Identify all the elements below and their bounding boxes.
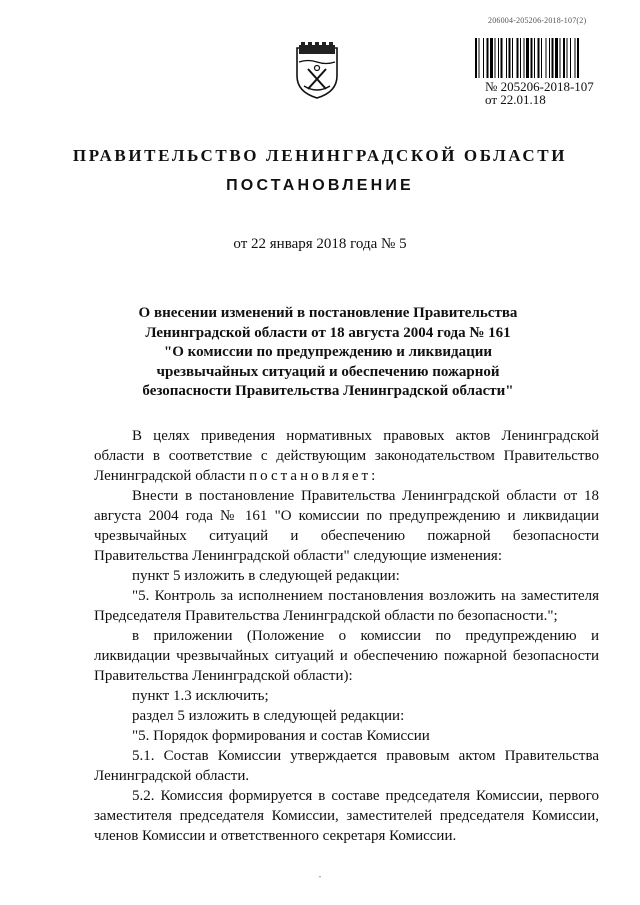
document-type-heading: ПОСТАНОВЛЕНИЕ xyxy=(226,177,414,194)
body-paragraph: Внести в постановление Правительства Ленинградской области от 18 августа 2004 года № 161 "О комиссии по предупреждению и ликвидации чрезвычайных ситуаций и обеспечению пожарной безопасности Правительства Ленинградской области" следующие изменения: xyxy=(94,488,599,564)
preamble-paragraph xyxy=(94,426,599,486)
title-line: чрезвычайных ситуаций и обеспечению пожарной xyxy=(156,363,500,380)
resolves-word: постановляет: xyxy=(249,468,379,484)
preamble-text: В целях приведения нормативных правовых актов Ленинградской области в соответствие с действующим законодательством Правительство Ленинградской области xyxy=(94,428,599,484)
registration-number: № 205206-2018-107 xyxy=(485,79,594,94)
body-paragraph: 5.2. Комиссия формируется в составе председателя Комиссии, первого заместителя председателя Комиссии, заместителей председателя Комиссии, членов Комиссии и ответственного секретаря Комиссии. xyxy=(94,788,599,844)
body-paragraph: "5. Порядок формирования и состав Комиссии xyxy=(132,728,430,744)
body-paragraph: 5.1. Состав Комиссии утверждается правовым актом Правительства Ленинградской области. xyxy=(94,748,599,784)
body-paragraph: раздел 5 изложить в следующей редакции: xyxy=(132,708,405,724)
document-body xyxy=(94,426,599,846)
title-line: безопасности Правительства Ленинградской области" xyxy=(142,383,514,399)
registration-date: от 22.01.18 xyxy=(485,92,546,107)
body-paragraph: пункт 5 изложить в следующей редакции: xyxy=(132,568,400,584)
stamp-top-number: 206004-205206-2018-107(2) xyxy=(488,16,587,25)
body-paragraph: "5. Контроль за исполнением постановления возложить на заместителя Председателя Правительства Ленинградской области по безопасности."; xyxy=(94,588,599,624)
coat-of-arms-emblem xyxy=(294,42,340,100)
title-line: "О комиссии по предупреждению и ликвидации xyxy=(163,344,493,360)
document-title xyxy=(118,304,538,402)
registration-stamp xyxy=(485,80,594,106)
title-line: О внесении изменений в постановление Правительства xyxy=(138,305,518,321)
body-paragraph: в приложении (Положение о комиссии по предупреждению и ликвидации чрезвычайных ситуаций и обеспечению пожарной безопасности Правительства Ленинградской области): xyxy=(94,628,599,684)
document-date-number: от 22 января 2018 года № 5 xyxy=(233,236,407,252)
title-line: Ленинградской области от 18 августа 2004 года № 161 xyxy=(145,324,511,341)
government-heading: ПРАВИТЕЛЬСТВО ЛЕНИНГРАДСКОЙ ОБЛАСТИ xyxy=(72,146,568,165)
body-paragraph: пункт 1.3 исключить; xyxy=(132,688,269,704)
barcode xyxy=(475,38,621,78)
footer-mark: - xyxy=(318,872,322,881)
